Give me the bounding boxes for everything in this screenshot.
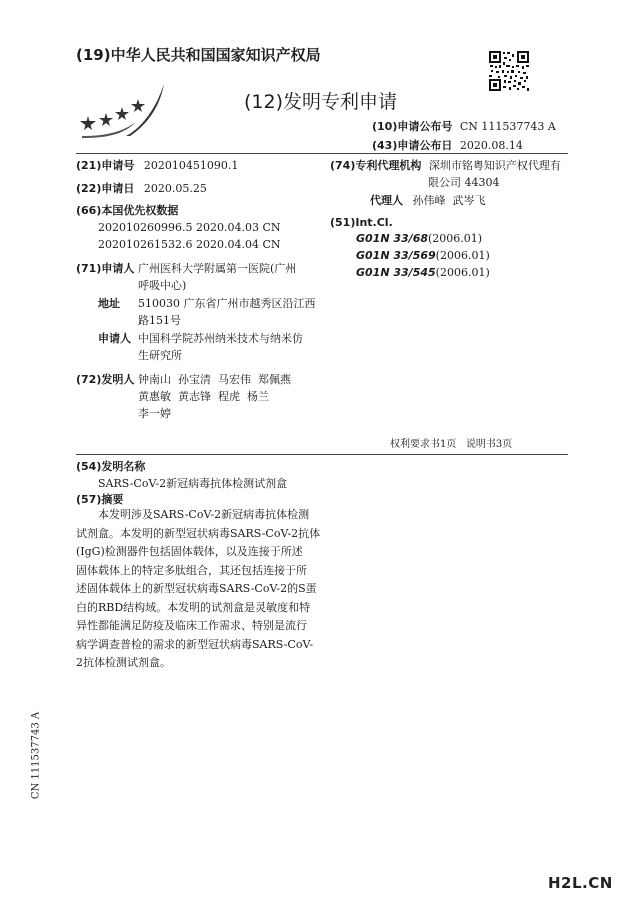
applicant-name-cont: 呼吸中心) xyxy=(138,279,187,292)
ipc-version: (2006.01) xyxy=(435,266,490,279)
application-date: 2020.05.25 xyxy=(143,182,207,195)
application-date-label: (22)申请日 xyxy=(76,182,135,195)
application-number: 202010451090.1 xyxy=(143,159,239,172)
site-watermark: H2L.CN xyxy=(548,874,613,892)
ipc-code: G01N 33/545 xyxy=(356,266,436,279)
qr-code-icon xyxy=(488,50,530,92)
abstract-line: 异性都能满足防疫及临床工作需求、特别是流行 xyxy=(76,619,307,632)
ipc-code: G01N 33/68 xyxy=(356,232,429,245)
abstract-line: (IgG)检测器件包括固体载体，以及连接于所述 xyxy=(76,545,303,558)
abstract-line: 述固体载体上的新型冠状病毒SARS-CoV-2的S蛋 xyxy=(76,582,317,595)
abstract-line: 试剂盒。本发明的新型冠状病毒SARS-CoV-2抗体 xyxy=(76,526,321,540)
abstract-line: 白的RBD结构域。本发明的试剂盒是灵敏度和特 xyxy=(76,600,311,614)
second-applicant-label: 申请人 xyxy=(98,332,131,345)
publication-date: 2020.08.14 xyxy=(459,139,523,152)
inventor-label: (72)发明人 xyxy=(76,373,135,386)
inventors-cont: 李一婷 xyxy=(138,407,171,420)
invention-title-label: (54)发明名称 xyxy=(76,460,146,473)
second-applicant-name: 中国科学院苏州纳米技术与纳米仿 xyxy=(138,332,303,345)
ipc-version: (2006.01) xyxy=(435,249,490,262)
abstract-line: 2抗体检测试剂盒。 xyxy=(76,656,171,669)
header-divider xyxy=(76,153,568,154)
publication-date-label: (43)申请公布日 xyxy=(372,139,453,152)
abstract-line: 本发明涉及SARS-CoV-2新冠病毒抗体检测 xyxy=(98,508,310,521)
inventors: 钟南山 孙宝清 马宏伟 郑佩燕 xyxy=(138,373,291,386)
address-label: 地址 xyxy=(98,297,120,310)
second-applicant-name-cont: 生研究所 xyxy=(138,349,182,362)
publication-number: CN 111537743 A xyxy=(459,120,556,133)
inventors-cont: 黄惠敏 黄志锋 程虎 杨兰 xyxy=(138,390,269,403)
abstract-label: (57)摘要 xyxy=(76,493,124,506)
priority-entry: 202010261532.6 2020.04.04 CN xyxy=(98,238,281,251)
abstract-text xyxy=(76,506,321,673)
int-cl-label: (51)Int.Cl. xyxy=(330,216,393,229)
page-count-info: 权利要求书1页 说明书3页 xyxy=(390,439,513,450)
ipc-code: G01N 33/569 xyxy=(356,249,436,262)
priority-entry: 202010260996.5 2020.04.03 CN xyxy=(98,221,281,234)
middle-divider xyxy=(76,454,568,455)
abstract-line: 固体载体上的特定多肽组合，其还包括连接于所 xyxy=(76,563,307,577)
office-emblem-icon xyxy=(78,80,168,138)
applicant-label: (71)申请人 xyxy=(76,262,135,275)
patent-agency-label: (74)专利代理机构 xyxy=(330,159,422,172)
side-publication-number: CN 111537743 A xyxy=(30,711,42,800)
patent-agency: 深圳市铭粤知识产权代理有 xyxy=(428,159,561,172)
abstract-line: 病学调查普检的需求的新型冠状病毒SARS-CoV- xyxy=(76,637,314,651)
address: 510030 广东省广州市越秀区沿江西 xyxy=(138,297,316,310)
invention-title: SARS-CoV-2新冠病毒抗体检测试剂盒 xyxy=(98,477,288,490)
agent-label: 代理人 xyxy=(370,194,403,207)
application-number-label: (21)申请号 xyxy=(76,159,135,172)
ipc-version: (2006.01) xyxy=(428,232,483,245)
publication-number-label: (10)申请公布号 xyxy=(372,120,453,133)
agents: 孙伟峰 武岑飞 xyxy=(412,194,486,207)
applicant-name: 广州医科大学附属第一医院(广州 xyxy=(138,262,297,275)
address-cont: 路151号 xyxy=(138,314,181,327)
document-type-title: (12)发明专利申请 xyxy=(244,91,398,113)
priority-data-label: (66)本国优先权数据 xyxy=(76,204,179,217)
patent-agency-cont: 限公司 44304 xyxy=(428,176,500,189)
patent-office: (19)中华人民共和国国家知识产权局 xyxy=(76,46,321,64)
